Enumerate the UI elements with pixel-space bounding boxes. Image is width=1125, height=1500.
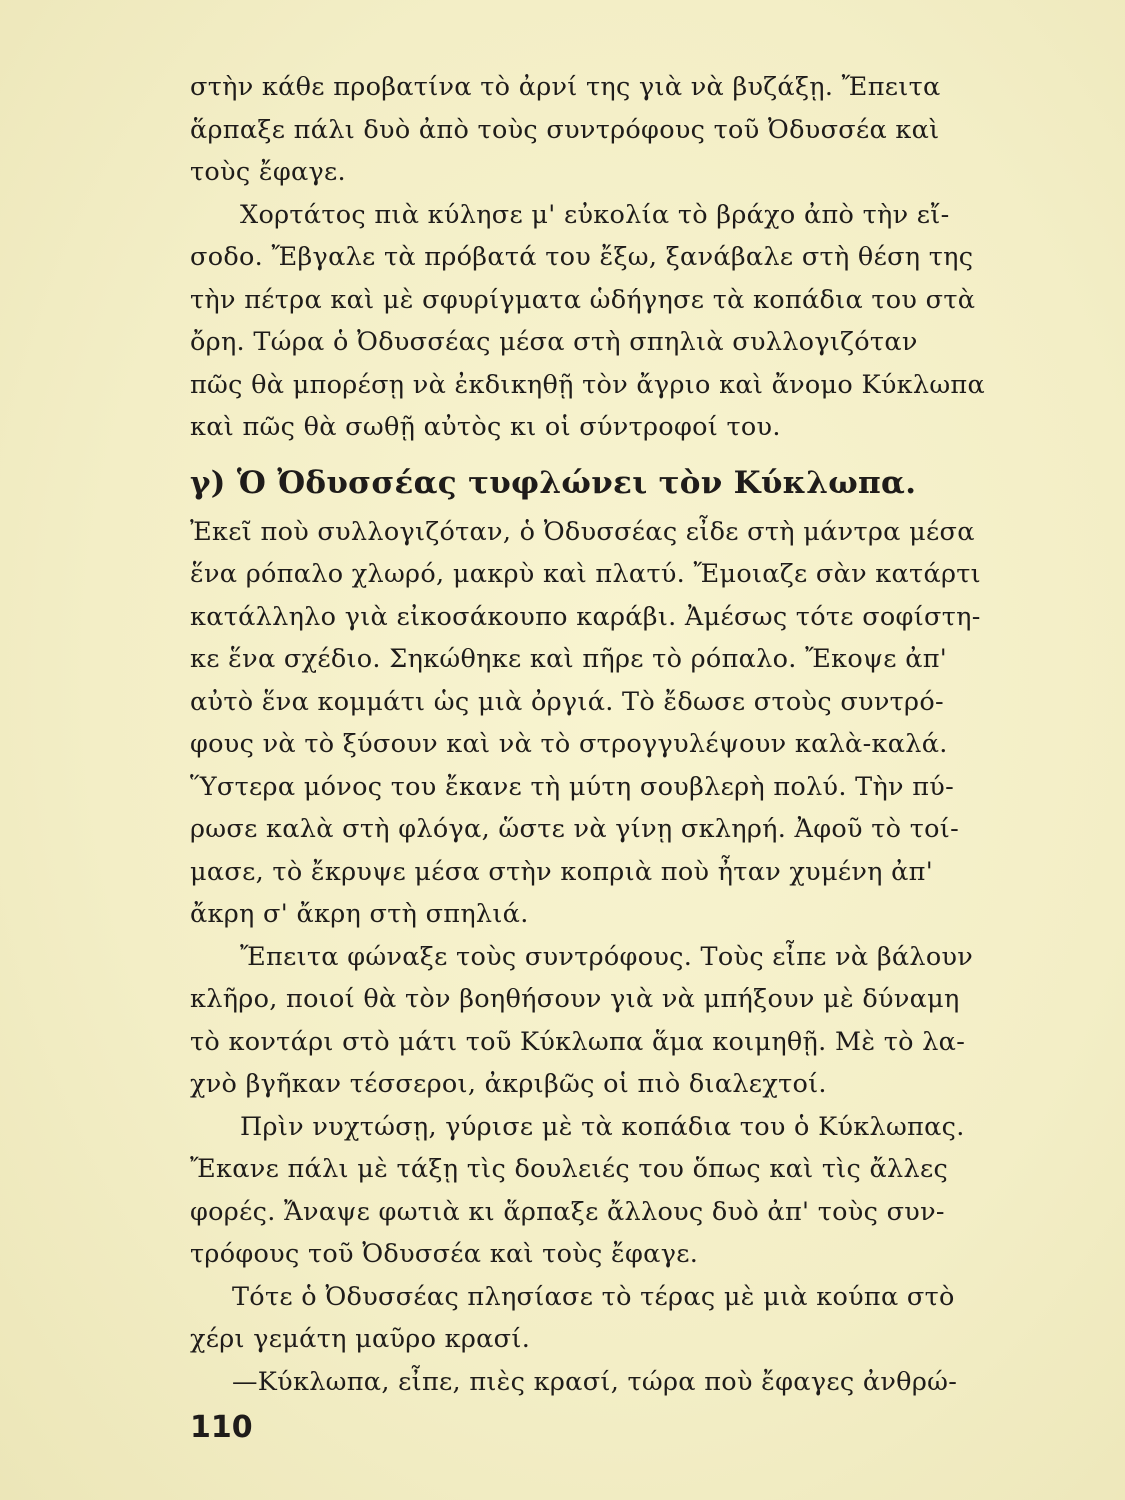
text-line: Ἐκεῖ ποὺ συλλογιζόταν, ὁ Ὀδυσσέας εἶδε στὴ μάντρα μέσα xyxy=(190,516,975,547)
text-line: ἄκρη σ' ἄκρη στὴ σπηλιά. xyxy=(190,899,529,929)
text-line: —Κύκλωπα, εἶπε, πιὲς κρασί, τώρα ποὺ ἔφαγες ἀνθρώ- xyxy=(232,1366,958,1397)
text-line: Πρὶν νυχτώσῃ, γύρισε μὲ τὰ κοπάδια του ὁ Κύκλωπας. xyxy=(240,1111,965,1142)
text-line: κατάλληλο γιὰ εἰκοσάκουπο καράβι. Ἀμέσως τότε σοφίστη- xyxy=(190,601,981,632)
text-line: πῶς θὰ μπορέσῃ νὰ ἐκδικηθῇ τὸν ἄγριο καὶ ἄνομο Κύκλωπα xyxy=(190,369,986,400)
text-line: φορές. Ἄναψε φωτιὰ κι ἅρπαξε ἄλλους δυὸ ἀπ' τοὺς συν- xyxy=(190,1196,945,1227)
text-line: Τότε ὁ Ὀδυσσέας πλησίασε τὸ τέρας μὲ μιὰ κούπα στὸ xyxy=(232,1281,955,1312)
text-line: Ἔκανε πάλι μὲ τάξῃ τὶς δουλειές του ὅπως καὶ τὶς ἄλλες xyxy=(190,1154,949,1184)
text-line: Χορτάτος πιὰ κύλησε μ' εὐκολία τὸ βράχο ἀπὸ τὴν εἴ- xyxy=(240,199,950,230)
text-line: ἅρπαξε πάλι δυὸ ἀπὸ τοὺς συντρόφους τοῦ Ὀδυσσέα καὶ xyxy=(190,114,940,145)
text-line: μασε, τὸ ἔκρυψε μέσα στὴν κοπριὰ ποὺ ἦταν χυμένη ἀπ' xyxy=(190,856,934,887)
text-line: τὴν πέτρα καὶ μὲ σφυρίγματα ὡδήγησε τὰ κοπάδια του στὰ xyxy=(190,284,976,315)
text-line: κε ἕνα σχέδιο. Σηκώθηκε καὶ πῆρε τὸ ρόπαλο. Ἔκοψε ἀπ' xyxy=(190,644,948,674)
text-line: χέρι γεμάτη μαῦρο κρασί. xyxy=(190,1324,531,1354)
text-line: ὄρη. Τώρα ὁ Ὀδυσσέας μέσα στὴ σπηλιὰ συλλογιζόταν xyxy=(190,327,918,357)
text-line: Ὕστερα μόνος του ἔκανε τὴ μύτη σουβλερὴ πολύ. Τὴν πύ- xyxy=(190,771,955,802)
text-line: αὐτὸ ἕνα κομμάτι ὡς μιὰ ὀργιά. Τὸ ἔδωσε στοὺς συντρό- xyxy=(190,686,944,717)
page-number: 110 xyxy=(190,1410,253,1445)
text-line: κλῆρο, ποιοί θὰ τὸν βοηθήσουν γιὰ νὰ μπήξουν μὲ δύναμη xyxy=(190,984,960,1014)
text-line: φους νὰ τὸ ξύσουν καὶ νὰ τὸ στρογγυλέψουν καλὰ-καλά. xyxy=(190,729,948,759)
text-line: Ἔπειτα φώναξε τοὺς συντρόφους. Τοὺς εἶπε νὰ βάλουν xyxy=(240,941,974,972)
text-line: τὸ κοντάρι στὸ μάτι τοῦ Κύκλωπα ἅμα κοιμηθῇ. Μὲ τὸ λα- xyxy=(190,1026,966,1057)
page-text xyxy=(190,66,1005,1403)
text-line: στὴν κάθε προβατίνα τὸ ἀρνί της γιὰ νὰ βυζάξῃ. Ἔπειτα xyxy=(190,72,941,102)
text-line: τρόφους τοῦ Ὀδυσσέα καὶ τοὺς ἔφαγε. xyxy=(190,1239,699,1269)
text-line: χνὸ βγῆκαν τέσσεροι, ἀκριβῶς οἱ πιὸ διαλεχτοί. xyxy=(190,1069,827,1099)
section-heading: γ) Ὁ Ὀδυσσέας τυφλώνει τὸν Κύκλωπα. xyxy=(190,464,917,501)
text-line: τοὺς ἔφαγε. xyxy=(190,157,346,187)
text-line: ρωσε καλὰ στὴ φλόγα, ὥστε νὰ γίνῃ σκληρή. Ἀφοῦ τὸ τοί- xyxy=(190,814,959,844)
text-line: ἕνα ρόπαλο χλωρό, μακρὺ καὶ πλατύ. Ἔμοιαζε σὰν κατάρτι xyxy=(190,559,981,589)
text-line: καὶ πῶς θὰ σωθῇ αὐτὸς κι οἱ σύντροφοί του. xyxy=(190,412,781,442)
text-line: σοδο. Ἔβγαλε τὰ πρόβατά του ἔξω, ξανάβαλε στὴ θέση της xyxy=(190,242,974,272)
